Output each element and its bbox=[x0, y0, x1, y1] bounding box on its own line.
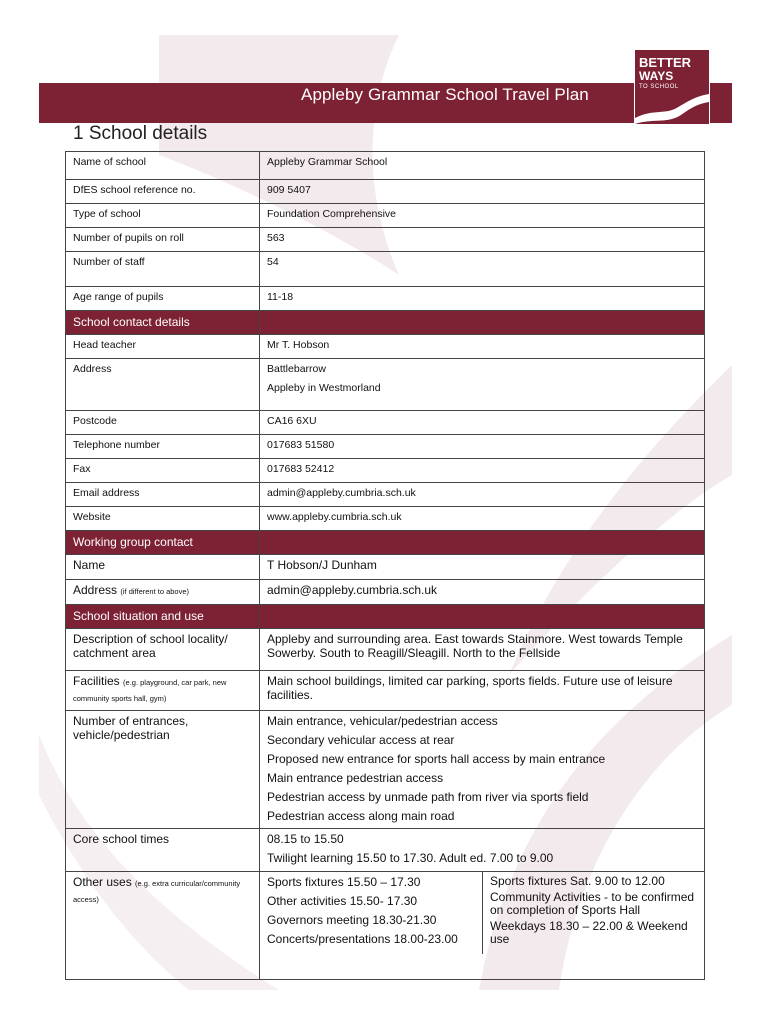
row-value: 017683 51580 bbox=[260, 435, 705, 459]
list-item: Secondary vehicular access at rear bbox=[267, 733, 455, 747]
table-row bbox=[66, 507, 705, 531]
document-page bbox=[39, 35, 732, 990]
road-icon bbox=[635, 88, 709, 124]
facilities-note: (e.g. playground, car park, new community sports hall, gym) bbox=[73, 678, 227, 703]
list-item: Weekdays 18.30 – 22.00 & Weekend use bbox=[490, 919, 688, 946]
table-row bbox=[66, 335, 705, 359]
row-value: 54 bbox=[260, 252, 705, 287]
table-row bbox=[66, 555, 705, 580]
row-label: Telephone number bbox=[66, 435, 260, 459]
row-value: Mr T. Hobson bbox=[260, 335, 705, 359]
row-label: Email address bbox=[66, 483, 260, 507]
row-value bbox=[260, 829, 705, 872]
row-value: T Hobson/J Dunham bbox=[260, 555, 705, 580]
table-row bbox=[66, 459, 705, 483]
address-line-1: Battlebarrow bbox=[267, 363, 326, 375]
row-value: Appleby and surrounding area. East towards Stainmore. West towards Temple Sowerby. South to Reagill/Sleagill. North to the Fellside bbox=[260, 629, 705, 671]
row-label bbox=[66, 671, 260, 711]
list-item: Proposed new entrance for sports hall access by main entrance bbox=[267, 752, 606, 766]
situation-heading: School situation and use bbox=[66, 605, 260, 629]
table-row bbox=[66, 629, 705, 671]
table-row bbox=[66, 180, 705, 204]
row-label: Website bbox=[66, 507, 260, 531]
row-value: CA16 6XU bbox=[260, 411, 705, 435]
address-line-2: Appleby in Westmorland bbox=[267, 382, 381, 394]
table-row bbox=[66, 829, 705, 872]
working-group-heading: Working group contact bbox=[66, 531, 260, 555]
row-label: Type of school bbox=[66, 204, 260, 228]
logo-text-ways: WAYS bbox=[639, 69, 674, 83]
row-label: Head teacher bbox=[66, 335, 260, 359]
row-value: 11-18 bbox=[260, 287, 705, 311]
other-uses-weekend bbox=[483, 872, 704, 954]
row-value: 909 5407 bbox=[260, 180, 705, 204]
table-row bbox=[66, 435, 705, 459]
row-label: Core school times bbox=[66, 829, 260, 872]
times-line-1: 08.15 to 15.50 bbox=[267, 832, 344, 846]
table-row bbox=[66, 411, 705, 435]
list-item: Governors meeting 18.30-21.30 bbox=[267, 913, 437, 927]
table-row bbox=[66, 359, 705, 411]
other-uses-cell bbox=[260, 872, 705, 980]
better-ways-logo bbox=[634, 49, 710, 125]
logo-text-better: BETTER bbox=[639, 55, 691, 70]
address-label: Address bbox=[73, 583, 118, 597]
list-item: Other activities 15.50- 17.30 bbox=[267, 894, 418, 908]
row-label: Number of pupils on roll bbox=[66, 228, 260, 252]
row-label: Fax bbox=[66, 459, 260, 483]
row-value: 563 bbox=[260, 228, 705, 252]
row-value: Foundation Comprehensive bbox=[260, 204, 705, 228]
row-value: 017683 52412 bbox=[260, 459, 705, 483]
facilities-label: Facilities bbox=[73, 674, 120, 688]
other-uses-label: Other uses bbox=[73, 875, 132, 889]
times-line-2: Twilight learning 15.50 to 17.30. Adult ed. 7.00 to 9.00 bbox=[267, 851, 554, 865]
table-row bbox=[66, 483, 705, 507]
entrances-list bbox=[260, 711, 705, 829]
row-label bbox=[66, 580, 260, 605]
section-header-row bbox=[66, 531, 705, 555]
table-row bbox=[66, 228, 705, 252]
other-uses-weekday bbox=[260, 872, 483, 954]
row-value: Appleby Grammar School bbox=[260, 152, 705, 180]
row-label: Number of staff bbox=[66, 252, 260, 287]
table-row bbox=[66, 671, 705, 711]
row-label: Address bbox=[66, 359, 260, 411]
section-header-filler bbox=[260, 605, 705, 629]
list-item: Pedestrian access by unmade path from river via sports field bbox=[267, 790, 589, 804]
address-note: (if different to above) bbox=[120, 587, 190, 596]
table-row bbox=[66, 711, 705, 829]
table-row bbox=[66, 580, 705, 605]
row-label: Name bbox=[66, 555, 260, 580]
section-header-row bbox=[66, 605, 705, 629]
row-label: Name of school bbox=[66, 152, 260, 180]
table-row bbox=[66, 152, 705, 180]
contact-heading: School contact details bbox=[66, 311, 260, 335]
row-label: Number of entrances, vehicle/pedestrian bbox=[66, 711, 260, 829]
row-label: DfES school reference no. bbox=[66, 180, 260, 204]
list-item: Sports fixtures Sat. 9.00 to 12.00 bbox=[490, 874, 665, 888]
row-value: admin@appleby.cumbria.sch.uk bbox=[260, 580, 705, 605]
table-row bbox=[66, 252, 705, 287]
section-header-row bbox=[66, 311, 705, 335]
school-details-table bbox=[65, 151, 705, 980]
list-item: Pedestrian access along main road bbox=[267, 809, 455, 823]
list-item: Main entrance, vehicular/pedestrian access bbox=[267, 714, 498, 728]
section-header-filler bbox=[260, 311, 705, 335]
section-header-filler bbox=[260, 531, 705, 555]
row-label: Description of school locality/ catchment area bbox=[66, 629, 260, 671]
logo-text-to-school: TO SCHOOL bbox=[639, 84, 679, 90]
list-item: Community Activities - to be confirmed on completion of Sports Hall bbox=[490, 890, 695, 917]
row-value: Main school buildings, limited car parking, sports fields. Future use of leisure facilities. bbox=[260, 671, 705, 711]
row-label bbox=[66, 872, 260, 980]
row-label: Age range of pupils bbox=[66, 287, 260, 311]
document-title: Appleby Grammar School Travel Plan bbox=[301, 85, 589, 104]
table-row bbox=[66, 204, 705, 228]
section-title: 1 School details bbox=[73, 123, 208, 144]
row-value bbox=[260, 359, 705, 411]
other-uses-note: (e.g. extra curricular/community access) bbox=[73, 879, 241, 904]
table-row bbox=[66, 287, 705, 311]
email-value: admin@appleby.cumbria.sch.uk bbox=[260, 483, 705, 507]
list-item: Concerts/presentations 18.00-23.00 bbox=[267, 932, 458, 946]
row-label: Postcode bbox=[66, 411, 260, 435]
list-item: Sports fixtures 15.50 – 17.30 bbox=[267, 875, 421, 889]
list-item: Main entrance pedestrian access bbox=[267, 771, 444, 785]
table-row bbox=[66, 872, 705, 980]
website-value: www.appleby.cumbria.sch.uk bbox=[260, 507, 705, 531]
